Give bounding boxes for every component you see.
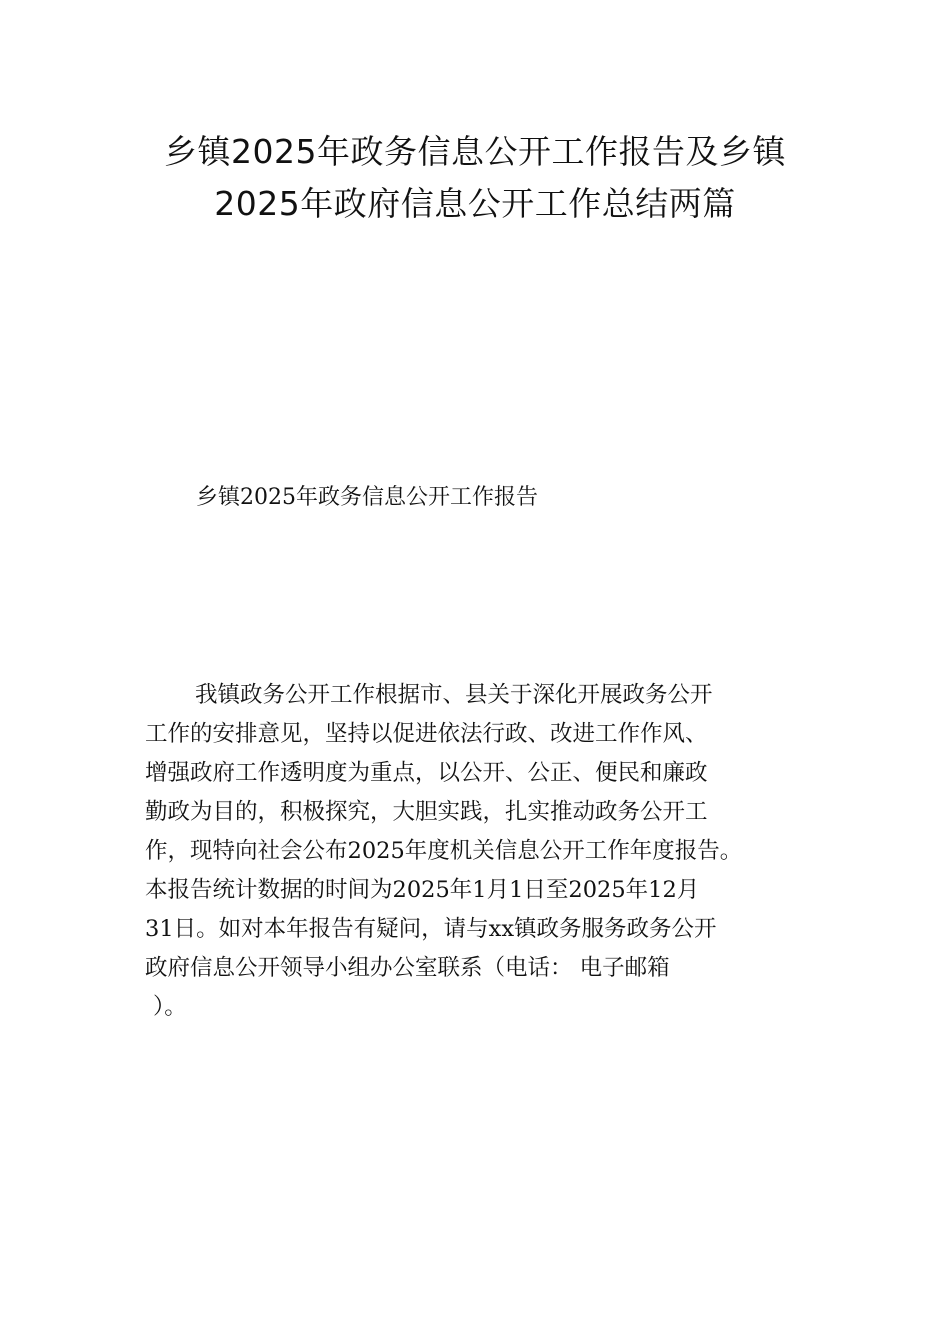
body-paragraph — [145, 676, 825, 1027]
paragraph-line: 工作的安排意见，坚持以促进依法行政、改进工作作风、 — [145, 721, 708, 747]
paragraph-line: 本报告统计数据的时间为2025年1月1日至2025年12月 — [145, 877, 700, 903]
document-title-line-1: 乡镇2025年政务信息公开工作报告及乡镇 — [164, 132, 786, 171]
paragraph-line: 增强政府工作透明度为重点，以公开、公正、便民和廉政 — [145, 760, 708, 786]
document-title-line-2: 2025年政府信息公开工作总结两篇 — [214, 184, 736, 223]
section-heading: 乡镇2025年政务信息公开工作报告 — [196, 485, 538, 510]
paragraph-line: ）。 — [153, 994, 187, 1020]
paragraph-line: 31日。如对本年报告有疑问，请与xx镇政务服务政务公开 — [145, 916, 717, 942]
document-title — [0, 126, 950, 230]
paragraph-line: 政府信息公开领导小组办公室联系（电话： 电子邮箱 — [145, 955, 670, 981]
paragraph-line: 我镇政务公开工作根据市、县关于深化开展政务公开 — [195, 682, 713, 708]
paragraph-line: 作，现特向社会公布2025年度机关信息公开工作年度报告。 — [145, 838, 743, 864]
paragraph-line: 勤政为目的，积极探究，大胆实践，扎实推动政务公开工 — [145, 799, 708, 825]
